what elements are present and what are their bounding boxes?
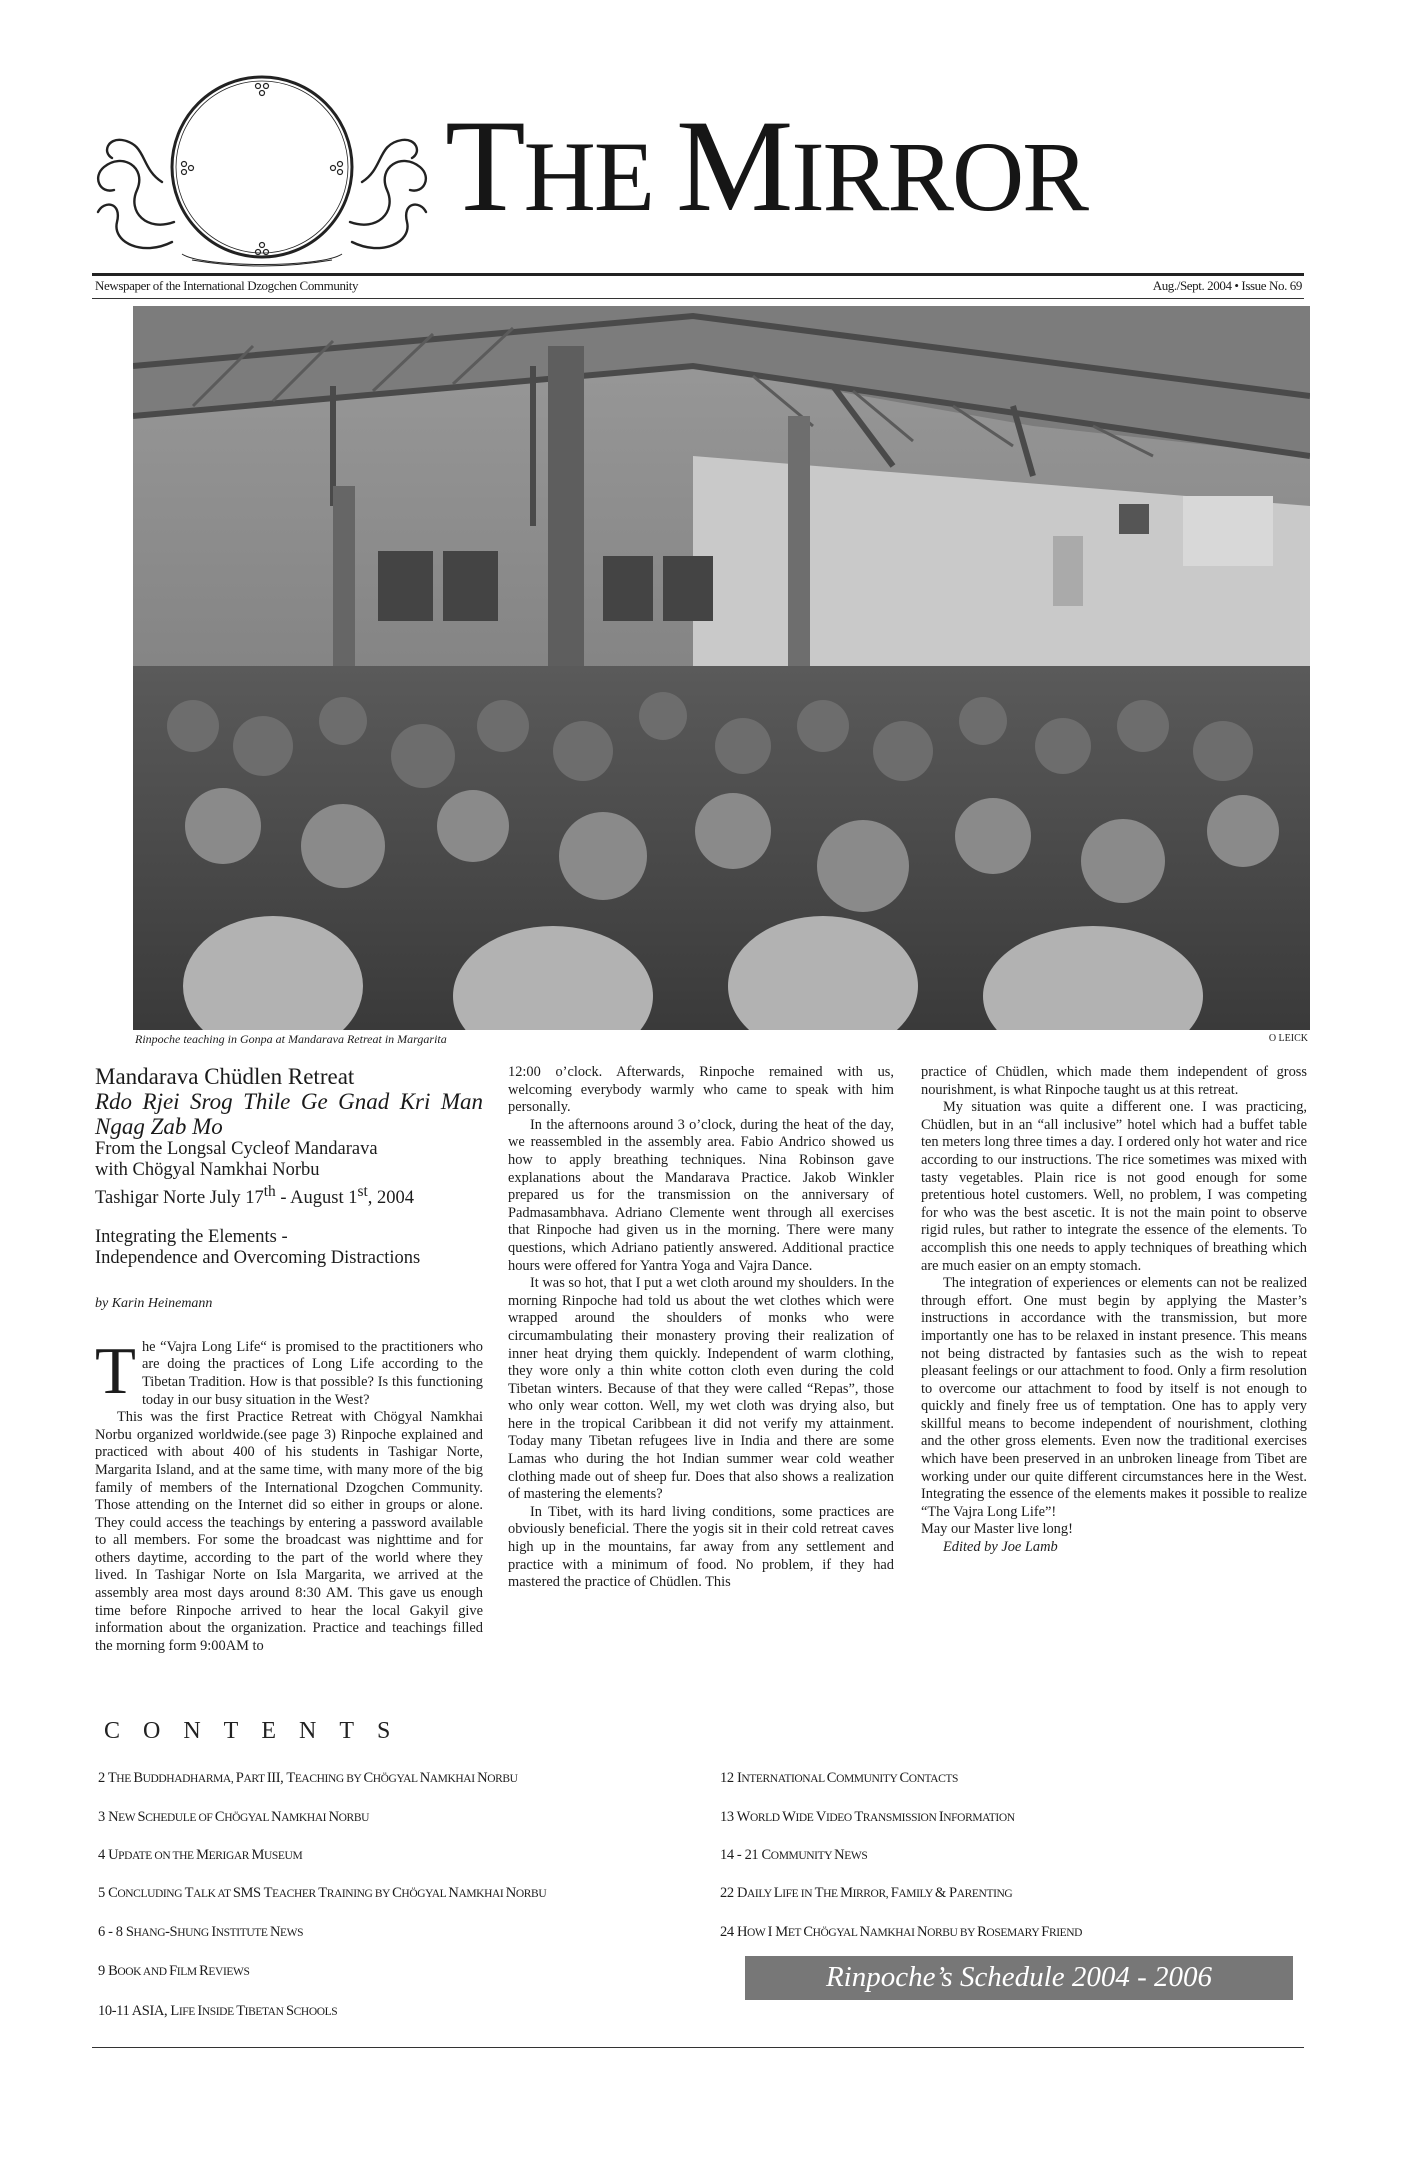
toc-item[interactable]	[720, 1809, 1015, 1826]
toc-page-number: 10-11	[98, 2003, 132, 2019]
toc-page-number: 24	[720, 1924, 737, 1940]
toc-title: SHANG-SHUNG INSTITUTE NEWS	[125, 1924, 304, 1940]
masthead-title: THE MIRROR	[445, 92, 1087, 239]
toc-title: NEW SCHEDULE OF CHÖGYAL NAMKHAI NORBU	[108, 1809, 369, 1825]
masthead-rule	[92, 273, 1304, 276]
paragraph: The “Vajra Long Life“ is promised to the practitioners who are doing the practices of Long Life according to the Tibetan Tradition. How is that possible? Is this functioning today in our busy situation in the West?	[95, 1333, 483, 1408]
toc-page-number: 6 - 8	[98, 1924, 126, 1940]
subtitle-rule	[92, 298, 1304, 299]
mirror-logo	[92, 72, 432, 272]
photo-caption: Rinpoche teaching in Gonpa at Mandarava Retreat in Margarita	[135, 1032, 447, 1046]
article-title: Mandarava Chüdlen Retreat	[95, 1064, 355, 1089]
paragraph: My situation was quite a different one. I was practicing, Chüdlen, but in an “all inclusive” hotel which had a buffet table ten meters long three times a day. I ordered only hot water and rice according to our instructions. The rice sometimes was mixed with tasty vegetables. Plain rice is not good enough for some pretentious hotel customers. Well, no problem, I was competing for who was the best ascetic. It is not the main point to observe rigid rules, but rather to integrate the essence of the elements. To accomplish this one needs to apply techniques of breathing which are much easier on an empty stomach.	[921, 1099, 1307, 1274]
gonpa-photo	[133, 306, 1310, 1030]
toc-title: DAILY LIFE IN THE MIRROR, FAMILY & PARENTING	[736, 1885, 1013, 1901]
toc-item[interactable]	[98, 1770, 518, 1787]
toc-item[interactable]	[98, 1885, 546, 1902]
article-source-line-2: with Chögyal Namkhai Norbu	[95, 1160, 320, 1180]
toc-page-number: 12	[720, 1770, 737, 1786]
paragraph: In Tibet, with its hard living conditions, some practices are obviously beneficial. There the yogis sit in their cold retreat caves high up in the mountains, far away from any settlement and practice with a minimum of food. No problem, if they had mastered the practice of Chüdlen. This	[508, 1503, 894, 1591]
toc-item[interactable]	[98, 2003, 337, 2020]
paragraph: May our Master live long!	[921, 1521, 1073, 1538]
article-column-1	[95, 1064, 483, 1655]
contents-heading: CONTENTS	[104, 1718, 414, 1744]
toc-page-number: 14 - 21	[720, 1847, 762, 1863]
schedule-banner[interactable]	[745, 1956, 1293, 2000]
toc-title: WORLD WIDE VIDEO TRANSMISSION INFORMATION	[736, 1809, 1015, 1825]
schedule-banner-label: Rinpoche’s Schedule 2004 - 2006	[825, 1961, 1213, 1993]
toc-title: BOOK AND FILM REVIEWS	[108, 1963, 250, 1979]
toc-item[interactable]	[98, 1963, 249, 1980]
toc-item[interactable]	[720, 1770, 958, 1787]
toc-title: INTERNATIONAL COMMUNITY CONTACTS	[736, 1770, 959, 1786]
article-editor: Edited by Joe Lamb	[943, 1539, 1058, 1556]
toc-page-number: 4	[98, 1847, 109, 1863]
article-theme-line-1: Integrating the Elements -	[95, 1227, 288, 1248]
paragraph: practice of Chüdlen, which made them independent of gross nourishment, is what Rinpoche taught us at this retreat.	[921, 1064, 1307, 1098]
toc-item[interactable]	[720, 1847, 867, 1864]
article-column-3	[921, 1064, 1307, 1557]
paragraph: In the afternoons around 3 o’clock, during the heat of the day, we reassembled in the assembly area. Fabio Andrico showed us how to apply breathing techniques. Nina Robinson gave explanations about the Mandarava Practice. Jakob Winkler prepared us for the transmission on the anniversary of Padmasambhava. Adriano Clemente went through all exercises that Rinpoche had given us in the morning. There were many questions, which Adriano patiently answered. Additional practice hours were offered for Yantra Yoga and Vajra Dance.	[508, 1116, 894, 1274]
article-byline: by Karin Heinemann	[95, 1296, 213, 1312]
toc-item[interactable]	[98, 1924, 303, 1941]
toc-title: COMMUNITY NEWS	[761, 1847, 868, 1863]
toc-page-number: 3	[98, 1809, 109, 1825]
paragraph: The integration of experiences or elements can not be realized through effort. One must begin by applying the Master’s instructions in accordance with the transmission, but more importantly one has to be relaxed in instant presence. This means not being distracted by fantasies such as the wish to repeat pleasant feelings or our attachment to food. Only a firm resolution to overcome our attachment to food by itself is not enough to quickly and finely free us of temptation. One has to apply very skillful means to become independent of nourishment, clothing and the other gross elements. Even now the traditional exercises which have been preserved in an unbroken lineage from Tibet are working under our quite different circumstances here in the West. Integrating the essence of the elements makes it possible to realize “The Vajra Long Life”!	[921, 1275, 1307, 1520]
toc-item[interactable]	[720, 1885, 1012, 1902]
toc-title: HOW I MET CHÖGYAL NAMKHAI NORBU BY ROSEMARY FRIEND	[736, 1924, 1083, 1940]
toc-page-number: 2	[98, 1770, 108, 1786]
toc-item[interactable]	[720, 1924, 1082, 1941]
toc-item[interactable]	[98, 1809, 369, 1826]
toc-title: THE BUDDHADHARMA, PART III, TEACHING BY CHÖGYAL NAMKHAI NORBU	[107, 1770, 518, 1786]
article-dates: Tashigar Norte July 17th - August 1st, 2004	[95, 1183, 415, 1209]
photo-credit: O LEICK	[1268, 1033, 1308, 1044]
toc-title: UPDATE ON THE MERIGAR MUSEUM	[108, 1847, 303, 1863]
article-source-line-1: From the Longsal Cycleof Mandarava	[95, 1139, 378, 1159]
article-subtitle: Rdo Rjei Srog Thile Ge Gnad Kri Man Ngag Zab Mo	[95, 1089, 483, 1139]
toc-item[interactable]	[98, 1847, 302, 1864]
drop-cap: T	[95, 1333, 136, 1408]
toc-page-number: 5	[98, 1885, 109, 1901]
bottom-rule	[92, 2047, 1304, 2048]
issue-info: Aug./Sept. 2004 • Issue No. 69	[1152, 278, 1302, 293]
toc-page-number: 9	[98, 1963, 109, 1979]
article-column-2	[508, 1064, 894, 1592]
paragraph: 12:00 o’clock. Afterwards, Rinpoche remained with us, welcoming everybody warmly who came to speak with him personally.	[508, 1064, 894, 1116]
toc-page-number: 22	[720, 1885, 737, 1901]
paragraph: It was so hot, that I put a wet cloth around my shoulders. In the morning Rinpoche had told us about the wet clothes which were wrapped around the shoulders of monks who were circumambulating their monastery proving their realization of inner heat drying them quickly. Independent of warm clothing, they wore only a thin white cotton cloth even during the cold Tibetan winters. Because of that they were called “Repas”, those who only wear cotton. Well, my wet cloth was drying also, but here in the tropical Caribbean it did not verify my attainment. Today many Tibetan refugees live in India and there are some Lamas who during the hot Indian summer wear cold weather clothing made out of sheep fur. Does that also shows a realization of mastering the elements?	[508, 1275, 894, 1503]
paragraph: This was the first Practice Retreat with Chögyal Namkhai Norbu organized worldwide.(see page 3) Rinpoche explained and practiced with about 400 of his students in Tashigar Norte, Margarita Island, and at the same time, with many more of the big family of members of the International Dzogchen Community. Those attending on the Internet did so either in groups or alone. They could access the teachings by entering a password available to all members. For some the broadcast was nighttime and for others daytime, according to the part of the world where they lived. In Tashigar Norte on Isla Margarita, we arrived at the assembly area most days around 8:30 AM. This gave us enough time before Rinpoche arrived to hear the local Gakyil give information about the organization. Practice and teachings filled the morning form 9:00AM to	[95, 1409, 483, 1654]
article-theme-line-2: Independence and Overcoming Distractions	[95, 1248, 421, 1269]
toc-page-number: 13	[720, 1809, 737, 1825]
masthead-subtitle: Newspaper of the International Dzogchen Community	[95, 278, 359, 293]
toc-title: CONCLUDING TALK AT SMS TEACHER TRAINING BY CHÖGYAL NAMKHAI NORBU	[108, 1885, 547, 1901]
toc-title: ASIA, LIFE INSIDE TIBETAN SCHOOLS	[131, 2003, 338, 2019]
